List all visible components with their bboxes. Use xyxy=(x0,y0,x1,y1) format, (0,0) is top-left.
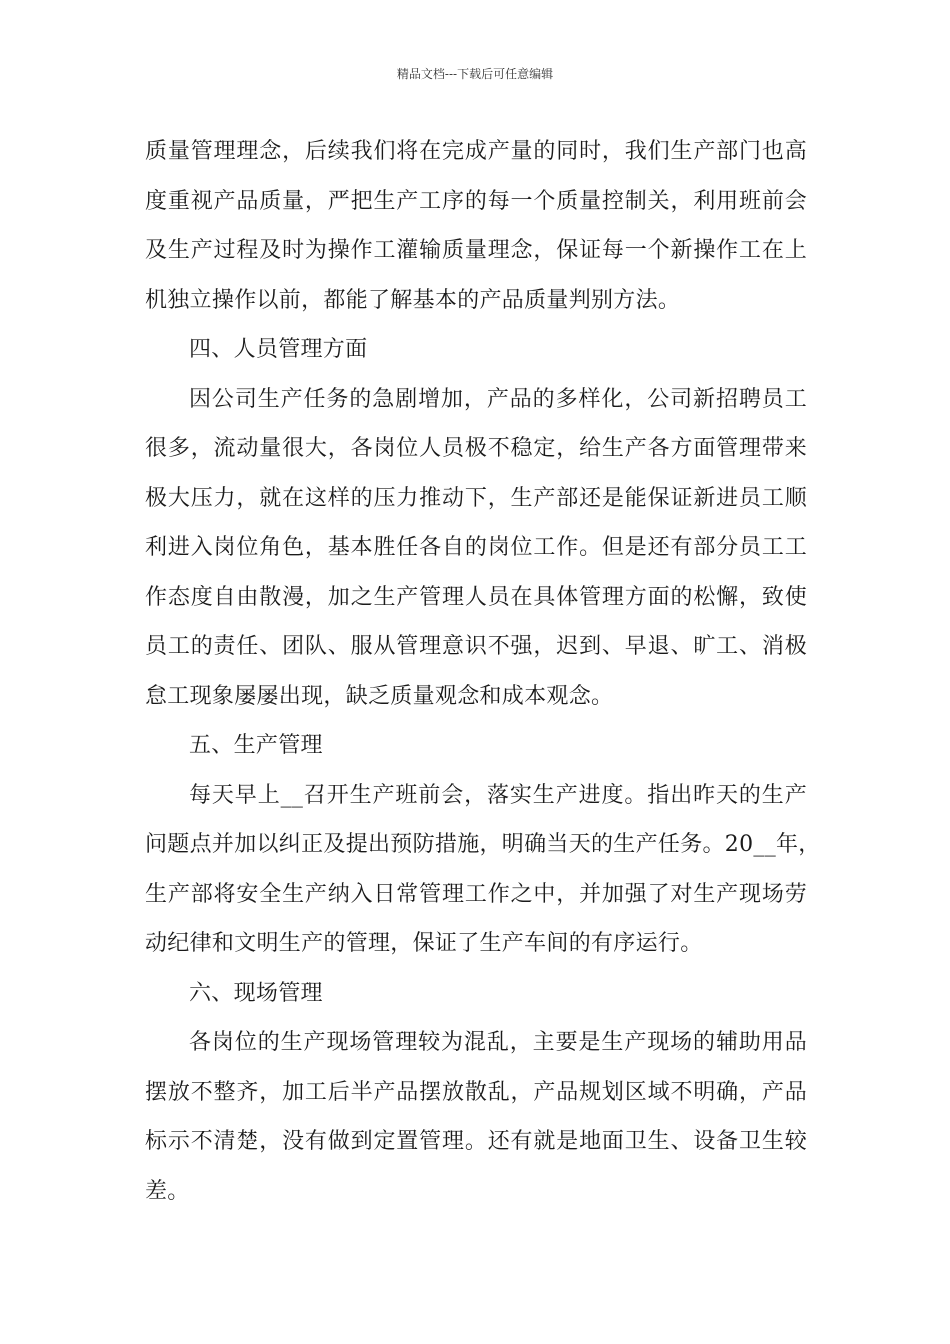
text-line: 很多，流动量很大，各岗位人员极不稳定，给生产各方面管理带来 xyxy=(145,436,807,461)
text-line: 差。 xyxy=(145,1178,190,1204)
text-line: 摆放不整齐，加工后半产品摆放散乱，产品规划区域不明确，产品 xyxy=(145,1079,807,1105)
text-line: 极大压力，就在这样的压力推动下，生产部还是能保证新进员工顺 xyxy=(145,485,807,511)
text-line: 动纪律和文明生产的管理，保证了生产车间的有序运行。 xyxy=(145,931,703,956)
text-line: 生产部将安全生产纳入日常管理工作之中，并加强了对生产现场劳 xyxy=(145,881,807,907)
text-line: 标示不清楚，没有做到定置管理。还有就是地面卫生、设备卫生较 xyxy=(145,1129,807,1154)
text-line: 每天早上__召开生产班前会，落实生产进度。指出昨天的生产 xyxy=(189,782,807,808)
text-line: 机独立操作以前，都能了解基本的产品质量判别方法。 xyxy=(145,287,681,313)
text-line: 因公司生产任务的急剧增加，产品的多样化，公司新招聘员工 xyxy=(189,386,807,412)
page-header: 精品文档---下载后可任意编辑 xyxy=(396,67,554,81)
text-line: 怠工现象屡屡出现，缺乏质量观念和成本观念。 xyxy=(145,683,614,709)
document-body xyxy=(145,127,821,1216)
text-line: 各岗位的生产现场管理较为混乱，主要是生产现场的辅助用品 xyxy=(189,1030,807,1055)
section-heading-production: 五、生产管理 xyxy=(189,733,323,758)
section-heading-personnel: 四、人员管理方面 xyxy=(189,337,368,362)
section-heading-site: 六、现场管理 xyxy=(189,980,323,1006)
text-line: 员工的责任、团队、服从管理意识不强，迟到、早退、旷工、消极 xyxy=(145,634,807,659)
text-line: 问题点并加以纠正及提出预防措施，明确当天的生产任务。20__年， xyxy=(145,832,821,857)
text-line: 质量管理理念，后续我们将在完成产量的同时，我们生产部门也高 xyxy=(145,139,807,164)
text-line: 利进入岗位角色，基本胜任各自的岗位工作。但是还有部分员工工 xyxy=(145,535,807,560)
text-line: 及生产过程及时为操作工灌输质量理念，保证每一个新操作工在上 xyxy=(145,238,807,263)
text-line: 作态度自由散漫，加之生产管理人员在具体管理方面的松懈，致使 xyxy=(145,584,807,610)
text-line: 度重视产品质量，严把生产工序的每一个质量控制关，利用班前会 xyxy=(145,188,807,214)
